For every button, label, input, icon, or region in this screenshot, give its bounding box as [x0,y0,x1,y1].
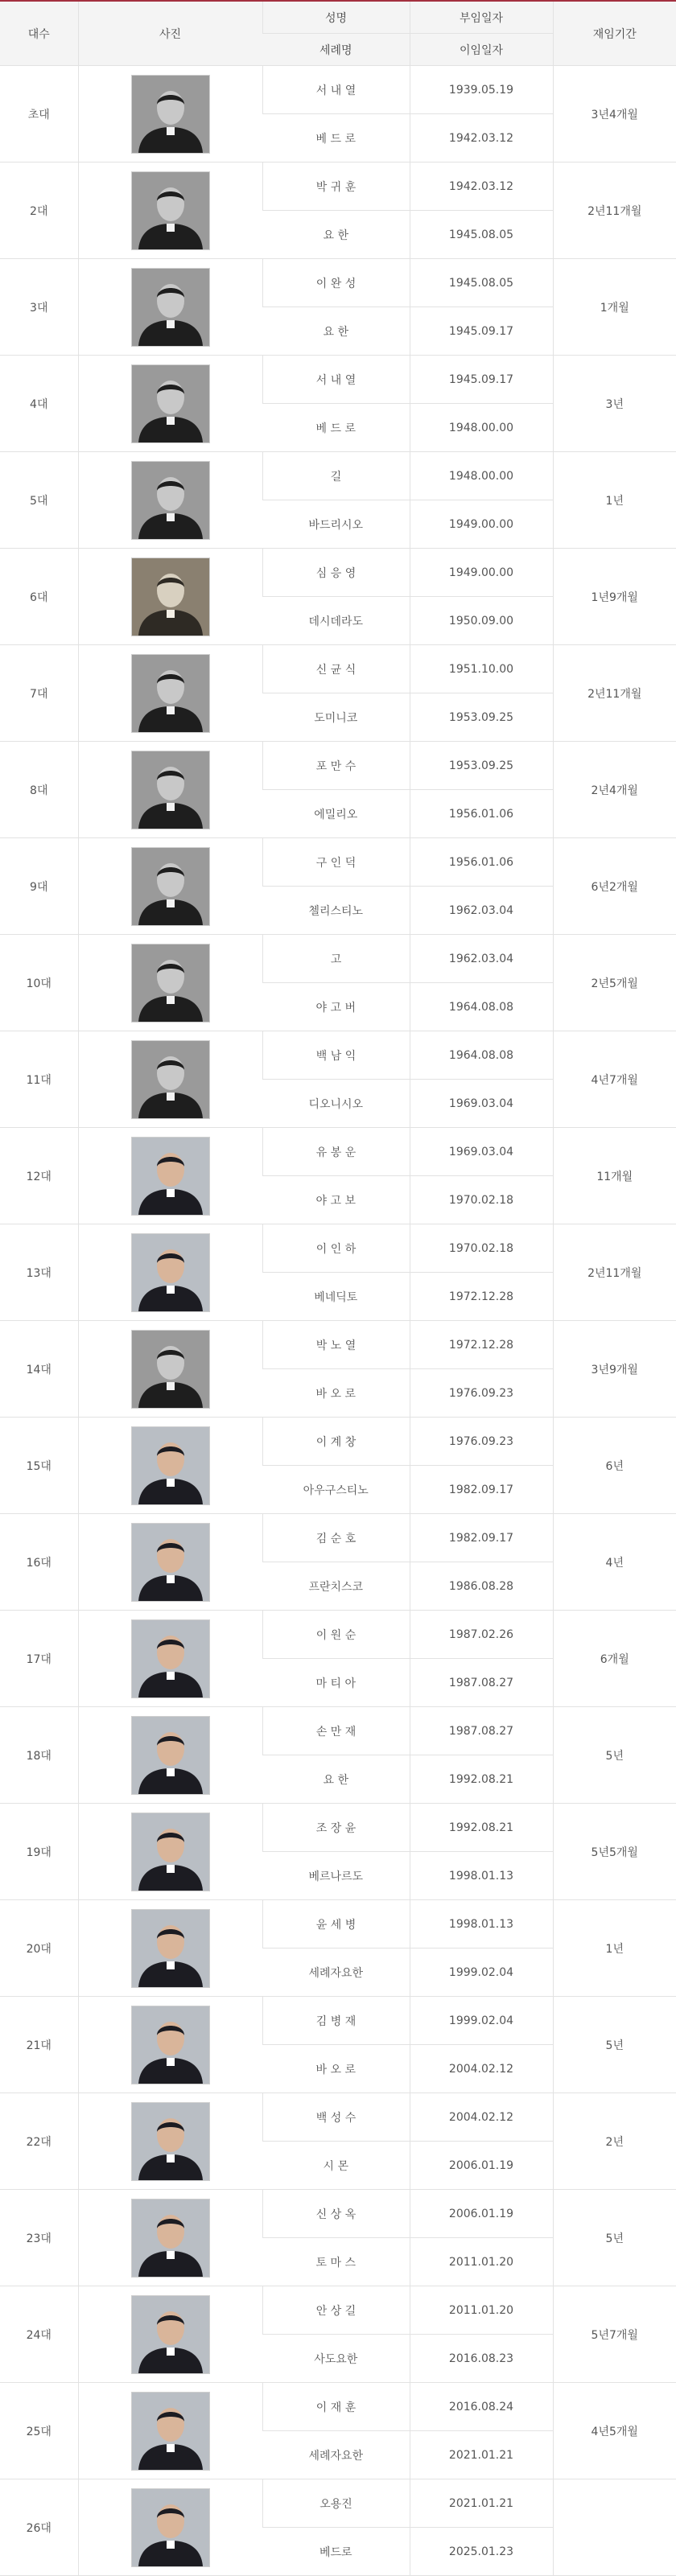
departure-date-cell: 1982.09.17 [410,1466,553,1514]
order-cell: 6대 [0,549,78,645]
order-cell: 5대 [0,452,78,549]
photo-cell [78,1997,262,2093]
baptismal-name-cell: 세례자요한 [262,2431,410,2479]
departure-date-cell: 1964.08.08 [410,983,553,1031]
photo-cell [78,935,262,1031]
arrival-date-cell: 1945.08.05 [410,259,553,307]
name-cell: 김 순 호 [262,1514,410,1562]
tenure-cell: 3년9개월 [553,1321,676,1418]
priest-photo [131,1716,210,1795]
departure-date-cell: 1969.03.04 [410,1080,553,1128]
arrival-date-cell: 2011.01.20 [410,2286,553,2335]
arrival-date-cell: 1939.05.19 [410,66,553,114]
photo-cell [78,645,262,742]
name-cell: 조 장 윤 [262,1804,410,1852]
name-cell: 신 상 옥 [262,2190,410,2238]
departure-date-cell: 1998.01.13 [410,1852,553,1900]
arrival-date-cell: 1951.10.00 [410,645,553,693]
departure-date-cell: 1950.09.00 [410,597,553,645]
name-cell: 오용진 [262,2479,410,2528]
order-cell: 7대 [0,645,78,742]
name-cell: 이 인 하 [262,1224,410,1273]
arrival-date-cell: 1999.02.04 [410,1997,553,2045]
priest-photo [131,2295,210,2374]
baptismal-name-cell: 아우구스티노 [262,1466,410,1514]
header-departure: 이임일자 [410,34,553,66]
name-cell: 포 만 수 [262,742,410,790]
name-cell: 백 성 수 [262,2093,410,2142]
header-photo: 사진 [78,1,262,66]
tenure-cell: 3년 [553,356,676,452]
table-row [0,1997,676,2045]
arrival-date-cell: 1972.12.28 [410,1321,553,1369]
baptismal-name-cell: 베네딕토 [262,1273,410,1321]
priest-photo [131,461,210,540]
table-row [0,2286,676,2335]
order-cell: 26대 [0,2479,78,2576]
order-cell: 4대 [0,356,78,452]
priest-photo [131,1523,210,1602]
arrival-date-cell: 1998.01.13 [410,1900,553,1948]
priest-photo [131,268,210,347]
tenure-cell: 2년11개월 [553,163,676,259]
photo-cell [78,163,262,259]
departure-date-cell: 2016.08.23 [410,2335,553,2383]
baptismal-name-cell: 베 드 로 [262,404,410,452]
photo-cell [78,838,262,935]
arrival-date-cell: 2006.01.19 [410,2190,553,2238]
name-cell: 이 계 창 [262,1418,410,1466]
baptismal-name-cell: 세례자요한 [262,1948,410,1997]
header-tenure: 재임기간 [553,1,676,66]
name-cell: 손 만 재 [262,1707,410,1755]
table-row [0,2479,676,2528]
order-cell: 2대 [0,163,78,259]
baptismal-name-cell: 프란치스코 [262,1562,410,1611]
header-name: 성명 [262,1,410,34]
arrival-date-cell: 1976.09.23 [410,1418,553,1466]
name-cell: 고 [262,935,410,983]
table-row [0,1224,676,1273]
priest-photo [131,2199,210,2278]
arrival-date-cell: 1964.08.08 [410,1031,553,1080]
table-row [0,1128,676,1176]
order-cell: 20대 [0,1900,78,1997]
arrival-date-cell: 1953.09.25 [410,742,553,790]
name-cell: 유 봉 운 [262,1128,410,1176]
table-row [0,1321,676,1369]
tenure-cell [553,2479,676,2576]
photo-cell [78,549,262,645]
arrival-date-cell: 1992.08.21 [410,1804,553,1852]
baptismal-name-cell: 토 마 스 [262,2238,410,2286]
priest-photo [131,654,210,733]
tenure-cell: 1년 [553,452,676,549]
photo-cell [78,1514,262,1611]
name-cell: 길 [262,452,410,500]
departure-date-cell: 1949.00.00 [410,500,553,549]
tenure-cell: 5년 [553,1997,676,2093]
priest-photo [131,75,210,154]
table-row [0,452,676,500]
priest-photo [131,1330,210,1409]
name-cell: 구 인 덕 [262,838,410,887]
order-cell: 22대 [0,2093,78,2190]
order-cell: 21대 [0,1997,78,2093]
arrival-date-cell: 1987.02.26 [410,1611,553,1659]
priest-photo [131,171,210,250]
baptismal-name-cell: 시 몬 [262,2142,410,2190]
departure-date-cell: 1945.08.05 [410,211,553,259]
photo-cell [78,1128,262,1224]
baptismal-name-cell: 디오니시오 [262,1080,410,1128]
arrival-date-cell: 1982.09.17 [410,1514,553,1562]
order-cell: 초대 [0,66,78,163]
priest-photo [131,1137,210,1216]
departure-date-cell: 1956.01.06 [410,790,553,838]
tenure-cell: 5년 [553,1707,676,1804]
tenure-cell: 2년 [553,2093,676,2190]
priest-photo [131,1619,210,1698]
table-row [0,356,676,404]
tenure-cell: 2년4개월 [553,742,676,838]
table-row [0,1900,676,1948]
order-cell: 11대 [0,1031,78,1128]
order-cell: 23대 [0,2190,78,2286]
name-cell: 김 병 재 [262,1997,410,2045]
order-cell: 25대 [0,2383,78,2479]
arrival-date-cell: 1969.03.04 [410,1128,553,1176]
departure-date-cell: 2025.01.23 [410,2528,553,2576]
tenure-cell: 2년5개월 [553,935,676,1031]
header-baptismal: 세례명 [262,34,410,66]
arrival-date-cell: 1949.00.00 [410,549,553,597]
order-cell: 12대 [0,1128,78,1224]
arrival-date-cell: 2021.01.21 [410,2479,553,2528]
tenure-cell: 5년 [553,2190,676,2286]
departure-date-cell: 1948.00.00 [410,404,553,452]
tenure-cell: 3년4개월 [553,66,676,163]
table-row [0,66,676,114]
departure-date-cell: 2011.01.20 [410,2238,553,2286]
name-cell: 안 상 길 [262,2286,410,2335]
photo-cell [78,742,262,838]
priest-photo [131,751,210,829]
order-cell: 18대 [0,1707,78,1804]
priest-photo [131,558,210,636]
baptismal-name-cell: 야 고 버 [262,983,410,1031]
photo-cell [78,1707,262,1804]
baptismal-name-cell: 데시데라도 [262,597,410,645]
photo-cell [78,1804,262,1900]
departure-date-cell: 1976.09.23 [410,1369,553,1418]
priest-photo [131,944,210,1023]
tenure-cell: 6년 [553,1418,676,1514]
baptismal-name-cell: 야 고 보 [262,1176,410,1224]
departure-date-cell: 2021.01.21 [410,2431,553,2479]
departure-date-cell: 1945.09.17 [410,307,553,356]
arrival-date-cell: 1970.02.18 [410,1224,553,1273]
photo-cell [78,452,262,549]
baptismal-name-cell: 베드로 [262,2528,410,2576]
order-cell: 13대 [0,1224,78,1321]
order-cell: 8대 [0,742,78,838]
departure-date-cell: 1999.02.04 [410,1948,553,1997]
table-row [0,838,676,887]
table-row [0,742,676,790]
photo-cell [78,2093,262,2190]
table-row [0,645,676,693]
photo-cell [78,356,262,452]
priest-photo [131,1909,210,1988]
arrival-date-cell: 1987.08.27 [410,1707,553,1755]
tenure-cell: 2년11개월 [553,645,676,742]
baptismal-name-cell: 바 오 로 [262,2045,410,2093]
name-cell: 이 완 성 [262,259,410,307]
baptismal-name-cell: 사도요한 [262,2335,410,2383]
departure-date-cell: 1962.03.04 [410,887,553,935]
baptismal-name-cell: 도미니코 [262,693,410,742]
order-cell: 10대 [0,935,78,1031]
tenure-cell: 1개월 [553,259,676,356]
priest-photo [131,1813,210,1891]
header-order: 대수 [0,1,78,66]
priest-photo [131,364,210,443]
order-cell: 16대 [0,1514,78,1611]
baptismal-name-cell: 요 한 [262,307,410,356]
arrival-date-cell: 1948.00.00 [410,452,553,500]
priest-photo [131,1233,210,1312]
name-cell: 서 내 열 [262,66,410,114]
order-cell: 17대 [0,1611,78,1707]
order-cell: 24대 [0,2286,78,2383]
tenure-cell: 4년7개월 [553,1031,676,1128]
name-cell: 신 균 식 [262,645,410,693]
photo-cell [78,2383,262,2479]
baptismal-name-cell: 바드리시오 [262,500,410,549]
photo-cell [78,1031,262,1128]
tenure-cell: 1년9개월 [553,549,676,645]
table-row [0,2093,676,2142]
departure-date-cell: 1992.08.21 [410,1755,553,1804]
departure-date-cell: 1970.02.18 [410,1176,553,1224]
name-cell: 박 귀 훈 [262,163,410,211]
table-row [0,1514,676,1562]
name-cell: 백 남 익 [262,1031,410,1080]
baptismal-name-cell: 요 한 [262,211,410,259]
departure-date-cell: 1942.03.12 [410,114,553,163]
tenure-cell: 11개월 [553,1128,676,1224]
photo-cell [78,1900,262,1997]
baptismal-name-cell: 첼리스티노 [262,887,410,935]
tenure-cell: 6년2개월 [553,838,676,935]
table-row [0,1804,676,1852]
order-cell: 14대 [0,1321,78,1418]
baptismal-name-cell: 마 티 아 [262,1659,410,1707]
photo-cell [78,1611,262,1707]
priest-photo [131,2392,210,2471]
table-row [0,1031,676,1080]
table-row [0,2383,676,2431]
table-row [0,2190,676,2238]
arrival-date-cell: 2016.08.24 [410,2383,553,2431]
order-cell: 19대 [0,1804,78,1900]
name-cell: 심 응 영 [262,549,410,597]
departure-date-cell: 1987.08.27 [410,1659,553,1707]
baptismal-name-cell: 베 드 로 [262,114,410,163]
priest-photo [131,2488,210,2567]
baptismal-name-cell: 바 오 로 [262,1369,410,1418]
tenure-cell: 5년5개월 [553,1804,676,1900]
arrival-date-cell: 2004.02.12 [410,2093,553,2142]
header-arrival: 부임일자 [410,1,553,34]
arrival-date-cell: 1942.03.12 [410,163,553,211]
priest-photo [131,847,210,926]
name-cell: 윤 세 병 [262,1900,410,1948]
order-cell: 9대 [0,838,78,935]
departure-date-cell: 2006.01.19 [410,2142,553,2190]
departure-date-cell: 1972.12.28 [410,1273,553,1321]
name-cell: 이 원 순 [262,1611,410,1659]
tenure-cell: 5년7개월 [553,2286,676,2383]
table-row [0,549,676,597]
photo-cell [78,2190,262,2286]
order-cell: 15대 [0,1418,78,1514]
table-row [0,163,676,211]
name-cell: 박 노 열 [262,1321,410,1369]
arrival-date-cell: 1956.01.06 [410,838,553,887]
photo-cell [78,66,262,163]
departure-date-cell: 1986.08.28 [410,1562,553,1611]
tenure-cell: 4년5개월 [553,2383,676,2479]
table-row [0,935,676,983]
photo-cell [78,259,262,356]
name-cell: 서 내 열 [262,356,410,404]
arrival-date-cell: 1945.09.17 [410,356,553,404]
table-row [0,1418,676,1466]
departure-date-cell: 2004.02.12 [410,2045,553,2093]
table-row [0,1707,676,1755]
priest-photo [131,2006,210,2084]
name-cell: 이 재 훈 [262,2383,410,2431]
tenure-cell: 1년 [553,1900,676,1997]
photo-cell [78,1321,262,1418]
photo-cell [78,1224,262,1321]
tenure-cell: 2년11개월 [553,1224,676,1321]
priest-photo [131,1426,210,1505]
table-row [0,1611,676,1659]
photo-cell [78,2286,262,2383]
table-row [0,259,676,307]
priest-photo [131,1040,210,1119]
tenure-cell: 6개월 [553,1611,676,1707]
priest-photo [131,2102,210,2181]
baptismal-name-cell: 베르나르도 [262,1852,410,1900]
order-cell: 3대 [0,259,78,356]
photo-cell [78,2479,262,2576]
departure-date-cell: 1953.09.25 [410,693,553,742]
photo-cell [78,1418,262,1514]
tenure-cell: 4년 [553,1514,676,1611]
arrival-date-cell: 1962.03.04 [410,935,553,983]
baptismal-name-cell: 에밀리오 [262,790,410,838]
baptismal-name-cell: 요 한 [262,1755,410,1804]
